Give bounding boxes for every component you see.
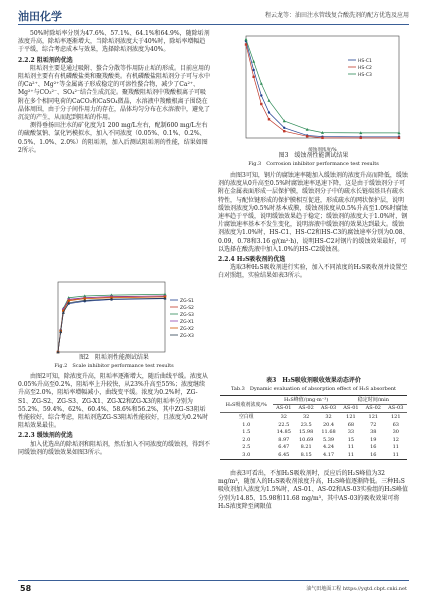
table-cell: 8.21 <box>300 444 312 451</box>
table-cell: 16 <box>362 451 384 459</box>
table-cell: 72 <box>370 421 377 428</box>
table-cell: 11 <box>347 444 355 451</box>
table-cell: 4.24 <box>322 444 335 451</box>
data-point <box>260 94 262 96</box>
data-point <box>283 127 285 129</box>
fig3-caption-cn: 图3 缓蚀剂性能测试结果 <box>278 152 349 159</box>
left-column-lower <box>18 373 210 457</box>
data-point <box>252 76 254 78</box>
table-cell: 1.5 <box>242 429 251 436</box>
table-cell: 12 <box>392 436 399 443</box>
legend-label: ZG-S3 <box>180 313 194 318</box>
table-cell: 121 <box>368 413 379 420</box>
section-heading-corrosion-inhibitor: 2.2.3 缓蚀剂的优选 <box>18 432 73 440</box>
table-row <box>220 451 407 459</box>
table-cell: 4.17 <box>317 451 339 459</box>
legend-label: ZG-X2 <box>180 327 194 332</box>
table-cell: 1.0 <box>242 421 251 428</box>
data-point <box>268 118 270 120</box>
page-header <box>0 0 427 30</box>
table-cell: 23.5 <box>300 421 312 428</box>
table-cell: 32 <box>280 413 287 420</box>
right-column-lower <box>218 470 409 511</box>
table-cell: 33 <box>347 429 355 436</box>
data-point <box>283 130 285 132</box>
table-row <box>220 436 407 444</box>
section-heading-h2s: 2.2.4 H₂S吸收剂的优选 <box>218 256 286 264</box>
left-para-4: 由图2可知，除浓度升高，阻垢率逐渐增大，随后曲线平缓。浓度从0.05%升高至0.2%，阻垢率上升较快，从23%升高至55%；浓度继续升高至2.0%，阻垢率增幅减小，曲线变平缓。浓度为0.2%时，ZG-S1、ZG-S2、ZG-S3、ZG-X1、ZG-X2和ZG-X3的阻垢率分别为55.2%、59.4%、62%、60.4%、58.6%和56.2%，其中ZG-S3阻垢性能较好，综合考虑，阻垢剂选ZG-S3阻垢性能较好，且浓度为0.2%时阻垢效果最佳。 <box>18 373 209 430</box>
left-para-2: 阻垢剂主要是通过吸附、螯合分散等作用防止垢的形成。目前应用的阻垢剂主要有有机磷酸盐类和聚羧酸类。有机磷酸盐阻垢剂分子可与水中的Ca²⁺、Mg²⁺等金属离子形成稳定的可溶性螯合物，减少了Ca²⁺、Mg²⁺与CO₃²⁻、SO₄²⁻结合生成沉淀。聚羧酸阻垢剂中羧酸根离子可吸附在多个相同电荷的CaCO₃和CaSO₄微晶，水溶液中羧酸根离子围绕在晶体周围，由于分子间作用力的存在，晶体均匀分布在水溶液中，避免了沉淀的产生，从而起到阻垢的作用。 <box>18 64 211 122</box>
table-row <box>220 413 407 421</box>
table-row <box>220 428 407 436</box>
table-cell: 11.68 <box>321 429 336 436</box>
data-point <box>267 99 270 102</box>
footer-journal: 油气田地面工程 https://yqtd.cbpt.cnki.net <box>306 586 407 592</box>
journal-title: 油田化学 <box>18 10 62 23</box>
series-line-ZG-S1 <box>58 299 165 352</box>
table-cell: 15.98 <box>298 429 314 436</box>
table3-sub: AS-02 <box>362 404 384 413</box>
table-row <box>220 421 407 429</box>
table-cell: 68 <box>347 421 355 428</box>
table3-sub: AS-01 <box>273 404 295 413</box>
legend-label: ZG-X3 <box>180 334 194 339</box>
table-3 <box>220 395 407 460</box>
table-cell: 3.0 <box>220 451 273 459</box>
table3-head-conc: H₂S吸收剂浓度/% <box>220 396 273 413</box>
table-cell: 63 <box>392 421 399 428</box>
table3-caption-cn: 表3 H₂S吸收剂吸收效果动态评价 <box>266 377 361 384</box>
table-cell: 6.45 <box>273 451 295 459</box>
table-cell: 空白组 <box>238 414 254 421</box>
left-column <box>18 30 210 155</box>
series-line-ZG-X3 <box>58 298 165 352</box>
table3-caption-en: Tab.3 Dynamic evaluation of absorption effect of H₂S absorbent <box>230 386 397 392</box>
series-line-ZG-X1 <box>58 296 165 352</box>
plot-frame <box>58 282 165 352</box>
right-para-1: 由图3可知，钢片的腐蚀速率随加入缓蚀剂的浓度升高而降低，缓蚀剂的浓度从0升高至0.5%时腐蚀速率迅速下降，这是由于缓蚀剂分子可附在金属表面形成一层保护膜，缓蚀剂分子中的疏水长链端基具有疏水特性，与配位键形成的保护膜相互促进，形成疏水的网状保护层，说明缓蚀剂浓度为0.5%时基本成膜，缓蚀剂浓度从0.5%升高至1.0%时腐蚀速率趋于平缓，说明缓蚀效果趋于稳定；缓蚀剂的浓度大于1.0%时，钢片腐蚀速率基本不发生变化，说明溶液中缓蚀剂的效果达到最大。缓蚀剂浓度为1.0%时，HS-C1、HS-C2和HS-C3的腐蚀速率分别为0.08、0.09、0.78和3.16 g/(m²·h)，说明HS-C2对钢片的缓蚀效果最好，可以选择在酸洗液中加入1.0%的HS-C2缓蚀剂。 <box>218 172 409 253</box>
series-line-HS-C1 <box>246 41 399 137</box>
data-point <box>245 38 248 41</box>
table-cell: 20.4 <box>322 421 335 428</box>
data-point <box>252 69 254 71</box>
data-point <box>252 60 255 63</box>
data-point <box>360 137 362 139</box>
fig3-caption-en: Fig.3 Corrosion inhibitor performance test results <box>248 161 379 167</box>
data-point <box>260 82 263 85</box>
running-title: 程云龙等：油田注水管线复合酸洗剂的配方优选及应用 <box>264 12 409 19</box>
table3-sub: AS-01 <box>340 404 362 413</box>
x-axis-label: 缓蚀剂浓度/% <box>308 148 337 152</box>
series-line-ZG-S2 <box>58 296 165 352</box>
footer-rule <box>18 580 409 581</box>
table-cell: 11 <box>340 451 362 459</box>
table-cell: 2.0 <box>242 436 251 443</box>
right-column <box>218 172 409 281</box>
table-cell: 32 <box>325 413 332 420</box>
left-para-3: 测得垂扬田注水的矿化度为1 200 mg/L左右，配制600 mg/L左右的硫酸氢钠、氯化钙模拟水，加入不同浓度（0.05%、0.1%、0.2%、0.5%、1.0%、2.0%）的阻垢剂，加入后测试阻垢剂的性能，结果如图2所示。 <box>18 122 208 154</box>
table-cell: 14.85 <box>276 429 291 436</box>
legend-label: ZG-S1 <box>180 299 194 304</box>
table-cell: 38 <box>370 429 377 436</box>
table3-head-peak: H₂S峰值/(mg·m⁻³) <box>273 396 340 405</box>
figure-2 <box>18 278 210 371</box>
legend-label: ZG-S2 <box>180 306 194 311</box>
legend-label: HS-C3 <box>358 73 372 78</box>
table-cell: 11 <box>385 451 407 459</box>
table3-head-time: 稳定时间/min <box>340 396 407 405</box>
data-point <box>321 137 323 139</box>
fig3-chart <box>218 30 409 152</box>
table-row <box>220 444 407 452</box>
data-point <box>268 111 270 113</box>
fig2-caption-en: Fig.2 Scale inhibitor performance test results <box>54 363 174 369</box>
left-para-1: 50%时除垢率分别为47.6%、57.1%、64.1%和64.9%，随除垢剂浓度升高，除垢率逐渐增大，当除垢剂浓度大于40%时，除垢率增幅趋于平缓，综合考虑成本与效果，选择除垢剂浓度为40%。 <box>18 30 210 54</box>
data-point <box>306 135 308 137</box>
table-cell: 22.5 <box>278 421 290 428</box>
table-cell: 121 <box>346 413 356 420</box>
fig2-chart <box>18 278 210 356</box>
right-para-3: 由表3可看出，不加H₂S吸收剂时，反应后的H₂S峰值为32 mg/m³，随加入的H₂S吸收剂浓度升高，H₂S峰值逐渐降低。三种H₂S吸收剂加入浓度为1.5%时，AS-01、AS-02和AS-03实验组的H₂S峰值分别为14.85、15.98和11.68 mg/m³，其中AS-03的吸收效果可将H₂S浓度降至阈限值 <box>218 470 408 510</box>
left-para-5: 加入优选出的除垢剂和阻垢剂，然后加入不同浓度的缓蚀剂，得到不同缓蚀剂的缓蚀效果如图3所示。 <box>18 440 211 456</box>
right-para-2: 选取3种H₂S吸收剂进行实验，加入不同浓度的H₂S吸收剂并设置空白对照组，实验结果如表3所示。 <box>218 264 408 280</box>
table-cell: 5.39 <box>322 436 335 443</box>
table-cell: 30 <box>392 429 399 436</box>
table3-sub: AS-03 <box>385 404 407 413</box>
section-heading-scale-inhibitor: 2.2.2 阻垢剂的优选 <box>18 56 73 64</box>
table-cell: 8.97 <box>278 436 290 443</box>
table-cell: 11 <box>392 444 399 451</box>
table3-sub: AS-03 <box>317 404 339 413</box>
legend-label: HS-C2 <box>358 66 372 71</box>
data-point <box>245 43 247 45</box>
table-cell: 2.5 <box>242 444 251 451</box>
table3-sub: AS-02 <box>295 404 317 413</box>
table-cell: 6.47 <box>278 444 290 451</box>
table-cell: 121 <box>390 413 401 420</box>
page-number: 58 <box>20 584 32 593</box>
data-point <box>398 137 400 139</box>
legend-label: ZG-X1 <box>180 320 194 325</box>
table-cell: 32 <box>302 413 310 420</box>
table-cell: 8.15 <box>295 451 317 459</box>
table-cell: 16 <box>370 444 377 451</box>
series-line-HS-C2 <box>246 45 399 138</box>
header-rule <box>18 24 409 25</box>
legend-label: HS-C1 <box>358 59 372 64</box>
table-cell: 15 <box>347 436 355 443</box>
table-cell: 19 <box>370 436 377 443</box>
fig2-caption-cn: 图2 阻垢剂性能测试结果 <box>79 354 149 361</box>
table-cell: 10.69 <box>298 436 314 443</box>
figure-3 <box>218 30 409 170</box>
plot-frame <box>246 36 399 138</box>
data-point <box>260 103 262 105</box>
series-line-ZG-X2 <box>58 297 165 352</box>
